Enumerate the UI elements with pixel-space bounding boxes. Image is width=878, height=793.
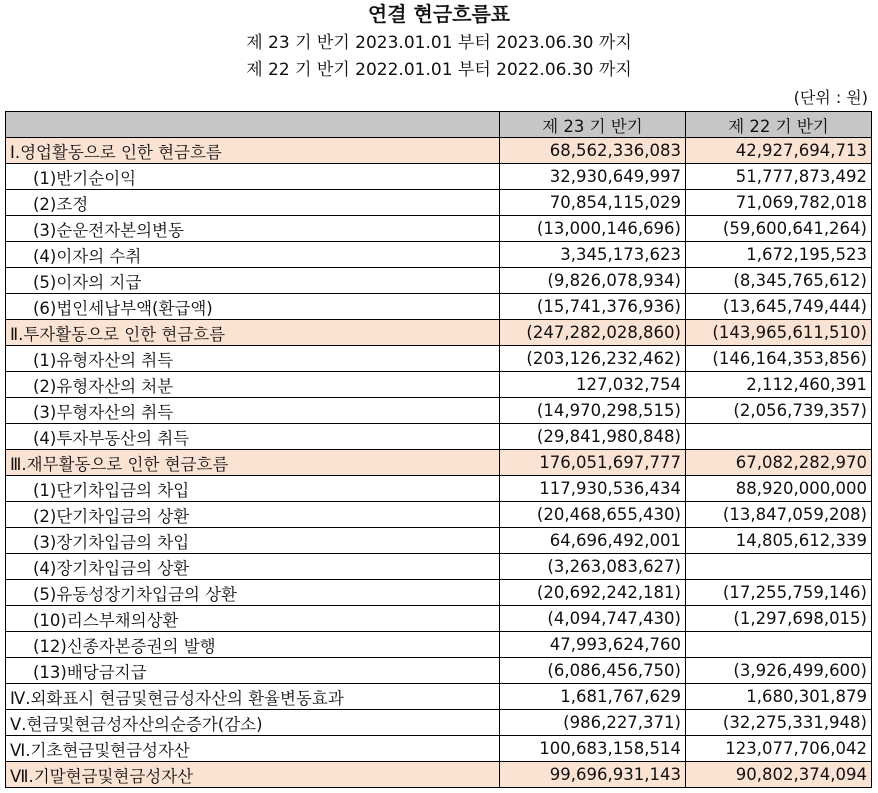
current-period-value: 176,051,697,777 xyxy=(500,450,686,476)
table-row xyxy=(6,398,872,424)
row-label: (5)유동성장기차입금의 상환 xyxy=(6,580,500,606)
current-period-value: 68,562,336,083 xyxy=(500,138,686,164)
row-label: (2)유형자산의 처분 xyxy=(6,372,500,398)
prior-period-value: (143,965,611,510) xyxy=(686,320,872,346)
row-label: (4)이자의 수취 xyxy=(6,242,500,268)
table-row xyxy=(6,736,872,762)
prior-period-value: (146,164,353,856) xyxy=(686,346,872,372)
current-period-value: 99,696,931,143 xyxy=(500,762,686,788)
current-period-value: 32,930,649,997 xyxy=(500,164,686,190)
table-row xyxy=(6,450,872,476)
table-row xyxy=(6,658,872,684)
row-label: (13)배당금지급 xyxy=(6,658,500,684)
row-label: (2)조정 xyxy=(6,190,500,216)
header-prior-period: 제 22 기 반기 xyxy=(686,112,872,138)
current-period-value: 100,683,158,514 xyxy=(500,736,686,762)
current-period-value: (20,468,655,430) xyxy=(500,502,686,528)
prior-period-value: (13,847,059,208) xyxy=(686,502,872,528)
current-period-value: (247,282,028,860) xyxy=(500,320,686,346)
prior-period-value: 1,680,301,879 xyxy=(686,684,872,710)
current-period-value: (3,263,083,627) xyxy=(500,554,686,580)
table-row xyxy=(6,684,872,710)
prior-period-value: (59,600,641,264) xyxy=(686,216,872,242)
table-row xyxy=(6,346,872,372)
current-period-value: 117,930,536,434 xyxy=(500,476,686,502)
row-label: (6)법인세납부액(환급액) xyxy=(6,294,500,320)
row-label: Ⅰ.영업활동으로 인한 현금흐름 xyxy=(6,138,500,164)
current-period-value: 1,681,767,629 xyxy=(500,684,686,710)
table-row xyxy=(6,242,872,268)
table-row xyxy=(6,710,872,736)
prior-period-value: (17,255,759,146) xyxy=(686,580,872,606)
current-period-value: 3,345,173,623 xyxy=(500,242,686,268)
prior-period-value: 14,805,612,339 xyxy=(686,528,872,554)
prior-period: 제 22 기 반기 2022.01.01 부터 2022.06.30 까지 xyxy=(246,60,632,80)
unit-label: (단위 : 원) xyxy=(793,88,868,107)
row-label: (1)단기차입금의 차입 xyxy=(6,476,500,502)
table-row xyxy=(6,320,872,346)
prior-period-value: (2,056,739,357) xyxy=(686,398,872,424)
prior-period-value: 88,920,000,000 xyxy=(686,476,872,502)
current-period-value: (29,841,980,848) xyxy=(500,424,686,450)
table-row xyxy=(6,216,872,242)
table-row xyxy=(6,762,872,788)
current-period-value: 64,696,492,001 xyxy=(500,528,686,554)
table-row xyxy=(6,294,872,320)
current-period-value: (13,000,146,696) xyxy=(500,216,686,242)
current-period-value: (4,094,747,430) xyxy=(500,606,686,632)
table-row xyxy=(6,632,872,658)
row-label: Ⅴ.현금및현금성자산의순증가(감소) xyxy=(6,710,500,736)
current-period-value: 70,854,115,029 xyxy=(500,190,686,216)
current-period-value: (203,126,232,462) xyxy=(500,346,686,372)
current-period-value: (6,086,456,750) xyxy=(500,658,686,684)
prior-period-value: 42,927,694,713 xyxy=(686,138,872,164)
current-period-value: (14,970,298,515) xyxy=(500,398,686,424)
table-row xyxy=(6,502,872,528)
prior-period-value: (8,345,765,612) xyxy=(686,268,872,294)
row-label: (4)투자부동산의 취득 xyxy=(6,424,500,450)
cash-flow-table xyxy=(5,111,872,788)
row-label: Ⅵ.기초현금및현금성자산 xyxy=(6,736,500,762)
current-period-value: (20,692,242,181) xyxy=(500,580,686,606)
statement-title: 연결 현금흐름표 xyxy=(367,2,511,26)
table-row xyxy=(6,138,872,164)
current-period-value: (15,741,376,936) xyxy=(500,294,686,320)
prior-period-value: (3,926,499,600) xyxy=(686,658,872,684)
row-label: (3)순운전자본의변동 xyxy=(6,216,500,242)
prior-period-value: 1,672,195,523 xyxy=(686,242,872,268)
prior-period-value: 2,112,460,391 xyxy=(686,372,872,398)
row-label: Ⅶ.기말현금및현금성자산 xyxy=(6,762,500,788)
table-header-row xyxy=(6,112,872,138)
current-period-value: 47,993,624,760 xyxy=(500,632,686,658)
table-row xyxy=(6,476,872,502)
row-label: (3)장기차입금의 차입 xyxy=(6,528,500,554)
header-current-period: 제 23 기 반기 xyxy=(500,112,686,138)
row-label: Ⅳ.외화표시 현금및현금성자산의 환율변동효과 xyxy=(6,684,500,710)
current-period: 제 23 기 반기 2023.01.01 부터 2023.06.30 까지 xyxy=(246,33,632,53)
table-row xyxy=(6,164,872,190)
row-label: (1)반기순이익 xyxy=(6,164,500,190)
row-label: Ⅱ.투자활동으로 인한 현금흐름 xyxy=(6,320,500,346)
prior-period-value: 71,069,782,018 xyxy=(686,190,872,216)
table-row xyxy=(6,268,872,294)
table-row xyxy=(6,190,872,216)
row-label: (5)이자의 지급 xyxy=(6,268,500,294)
prior-period-value xyxy=(686,554,872,580)
table-row xyxy=(6,424,872,450)
table-row xyxy=(6,528,872,554)
table-row xyxy=(6,580,872,606)
prior-period-value: 123,077,706,042 xyxy=(686,736,872,762)
prior-period-value xyxy=(686,424,872,450)
table-row xyxy=(6,372,872,398)
row-label: (2)단기차입금의 상환 xyxy=(6,502,500,528)
row-label: (3)무형자산의 취득 xyxy=(6,398,500,424)
row-label: (12)신종자본증권의 발행 xyxy=(6,632,500,658)
prior-period-value: (1,297,698,015) xyxy=(686,606,872,632)
prior-period-value: (32,275,331,948) xyxy=(686,710,872,736)
table-row xyxy=(6,606,872,632)
prior-period-value: 90,802,374,094 xyxy=(686,762,872,788)
row-label: (4)장기차입금의 상환 xyxy=(6,554,500,580)
row-label: Ⅲ.재무활동으로 인한 현금흐름 xyxy=(6,450,500,476)
prior-period-value xyxy=(686,632,872,658)
current-period-value: (986,227,371) xyxy=(500,710,686,736)
current-period-value: (9,826,078,934) xyxy=(500,268,686,294)
current-period-value: 127,032,754 xyxy=(500,372,686,398)
row-label: (1)유형자산의 취득 xyxy=(6,346,500,372)
table-row xyxy=(6,554,872,580)
prior-period-value: (13,645,749,444) xyxy=(686,294,872,320)
row-label: (10)리스부채의상환 xyxy=(6,606,500,632)
header-label-cell xyxy=(6,112,500,138)
prior-period-value: 67,082,282,970 xyxy=(686,450,872,476)
prior-period-value: 51,777,873,492 xyxy=(686,164,872,190)
